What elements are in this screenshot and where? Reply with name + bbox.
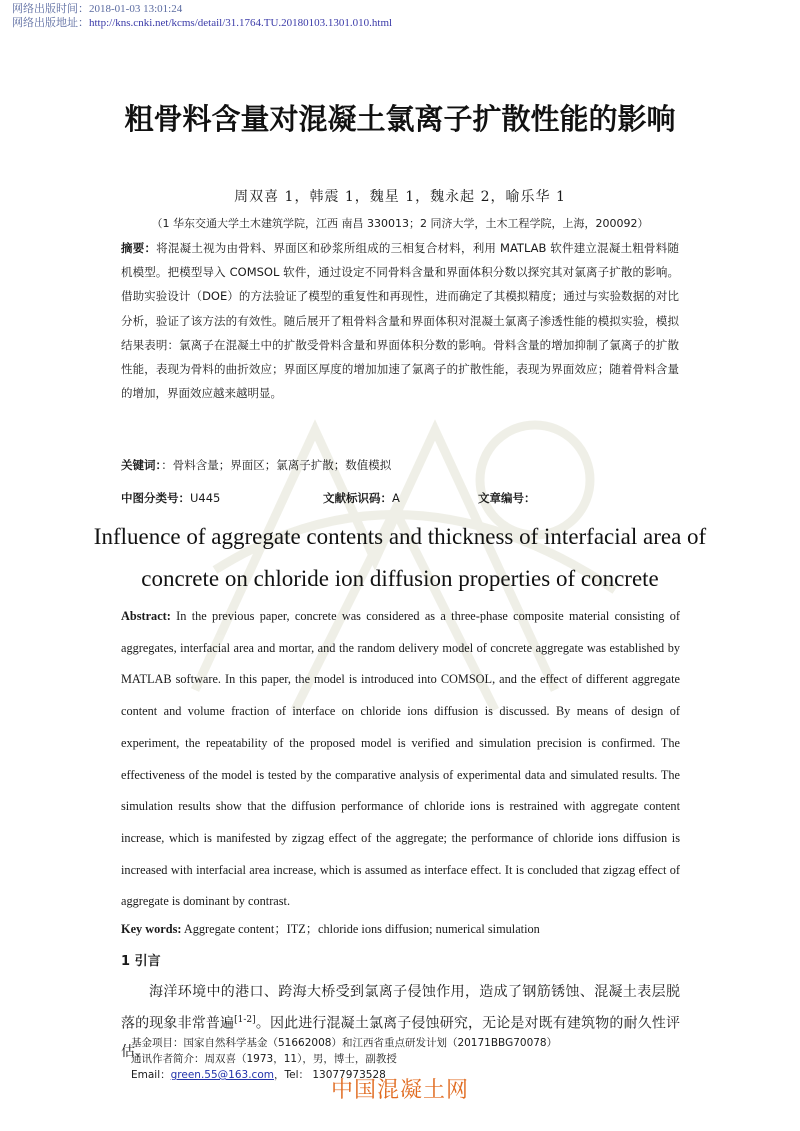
abstract-en-text: In the previous paper, concrete was considered as a three-phase composite material consisting of aggregates, interfacial area and mortar, and the random delivery model of concrete aggregate was established by MATLAB software. In this paper, the model is introduced into COMSOL, and the effect of different aggregate content and volume fraction of interface on chloride ions diffusion is discussed. By means of design of experiment, the repeatability of the proposed model is verified and simulation precision is confirmed. The effectiveness of the model is tested by the comparative analysis of experimental data and simulated results. The simulation results show that the diffusion performance of chloride ions is restrained with aggregate content increase, which is manifested by zigzag effect of the aggregate; the performance of chloride ions diffusion is increased with interfacial area increase, which is assumed as interface effect. It is concluded that zigzag effect of aggregate is dominant by contrast. (121, 609, 680, 909)
contact-note: Email：green.55@163.com，Tel： 13077973528 (131, 1069, 386, 1081)
abstract-zh-text: 将混凝土视为由骨料、界面区和砂浆所组成的三相复合材料，利用 MATLAB 软件建立混凝土粗骨料随机模型。把模型导入 COMSOL 软件，通过设定不同骨料含量和界面体积分数以探究其对氯离子扩散的影响。借助实验设计（DOE）的方法验证了模型的重复性和再现性，进而确定了其模拟精度；通过与实验数据的对比分析，验证了该方法的有效性。随后展开了粗骨料含量和界面体积对混凝土氯离子渗透性能的模拟实验，模拟结果表明：氯离子在混凝土中的扩散受骨料含量和界面体积分数的影响。骨料含量的增加抑制了氯离子的扩散性能，表现为骨料的曲折效应；界面区厚度的增加加速了氯离子的扩散性能，表现为界面效应；随着骨料含量的增加，界面效应越来越明显。 (121, 241, 679, 401)
email-link[interactable]: green.55@163.com (170, 1069, 274, 1081)
pub-time: 网络出版时间：2018-01-03 13:01:24 (12, 3, 183, 15)
abstract-zh-label: 摘要： (121, 241, 157, 255)
affiliation: （1 华东交通大学土木建筑学院，江西 南昌 330013；2 同济大学，土木工程学院，上海，200092） (151, 217, 649, 230)
keywords-zh (121, 457, 391, 473)
paper-title-zh: 粗骨料含量对混凝土氯离子扩散性能的影响 (124, 102, 676, 136)
abstract-en (121, 601, 680, 918)
keywords-zh-label: 关键词： (121, 458, 162, 472)
intro-paragraph: 海洋环境中的港口、跨海大桥受到氯离子侵蚀作用，造成了钢筋锈蚀、混凝土表层脱落的现象非常普遍[1-2]。因此进行混凝土氯离子侵蚀研究，无论是对既有建筑物的耐久性评估、 (121, 984, 680, 1060)
footer-brand-logo: 中国混凝土网 (330, 1078, 469, 1103)
abstract-zh (121, 236, 679, 405)
article-number: 文章编号： (478, 491, 536, 505)
doc-code: 文献标识码：A (323, 491, 400, 505)
funding-note: 基金项目：国家自然科学基金（51662008）和江西省重点研发计划（20171BBG70078） (131, 1037, 558, 1049)
keywords-en-text: Aggregate content；ITZ；chloride ions diffusion; numerical simulation (181, 922, 540, 936)
author-info-note: 通讯作者简介：周双喜（1973，11），男，博士，副教授 (131, 1053, 397, 1065)
pub-url-line (12, 17, 392, 30)
section-heading-intro: 1 引言 (121, 954, 161, 969)
citation-ref: [1-2] (234, 1015, 256, 1025)
keywords-en (121, 919, 540, 937)
abstract-en-label: Abstract: (121, 609, 171, 623)
paper-title-en: Influence of aggregate contents and thickness of interfacial area of concrete on chloride ion diffusion properties of concrete (93, 524, 707, 591)
keywords-zh-text: ：骨料含量；界面区；氯离子扩散；数值模拟 (161, 458, 392, 472)
author-list: 周双喜 1，韩震 1，魏星 1，魏永起 2，喻乐华 1 (234, 189, 566, 205)
clc-code: 中图分类号：U445 (121, 491, 221, 505)
pub-url-link[interactable]: http://kns.cnki.net/kcms/detail/31.1764.TU.20180103.1301.010.html (89, 17, 393, 29)
keywords-en-label: Key words: (121, 922, 182, 936)
pub-url-label: 网络出版地址： (12, 17, 89, 29)
